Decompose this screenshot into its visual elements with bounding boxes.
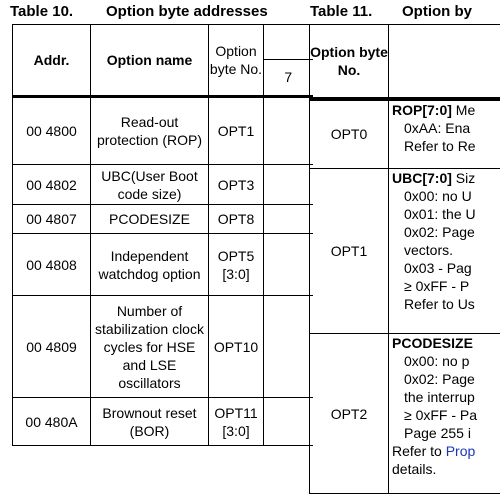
option-name-cell: Brownout reset (BOR) [91, 398, 209, 446]
description-line: 0xAA: Ena [392, 119, 500, 137]
bit-cell [264, 234, 313, 296]
table11-number: Table 11. [310, 0, 402, 24]
description-line: 0x00: no p [392, 352, 500, 370]
option-name-cell: Read-out protection (ROP) [91, 97, 209, 165]
addr-cell: 00 4800 [13, 97, 91, 165]
header-blank-cell [264, 25, 313, 60]
option-byte-cell: OPT11 [3:0] [209, 398, 264, 446]
option-name-cell: Independent watchdog option [91, 234, 209, 296]
description-line: 0x01: the U [392, 205, 500, 223]
description-line [392, 334, 500, 352]
description-cell [389, 334, 500, 494]
description-line: Refer to Us [392, 295, 500, 313]
addr-cell: 00 480A [13, 398, 91, 446]
field-name: UBC[7:0] [392, 170, 452, 186]
bit-cell [264, 97, 313, 165]
description-line: 0x02: Page [392, 370, 500, 388]
description-line: 0x00: no U [392, 187, 500, 205]
table10-title: Option byte addresses [106, 0, 268, 24]
option-byte-cell: OPT0 [310, 99, 389, 169]
description-line: ≥ 0xFF - Pa [392, 406, 500, 424]
field-name: PCODESIZE [392, 335, 473, 351]
table11-title: Option by [402, 0, 472, 24]
bit-cell [264, 205, 313, 234]
table11-caption [310, 0, 472, 24]
description-line: 0x03 - Pag [392, 259, 500, 277]
header-option-name: Option name [91, 25, 209, 97]
description-cell [389, 169, 500, 334]
description-line: Refer to Re [392, 137, 500, 155]
description-line: details. [392, 460, 500, 478]
option-name-cell: Number of stabilization clock cycles for HSE and LSE oscillators [91, 296, 209, 398]
description-line [392, 442, 500, 460]
option-byte-cell: OPT2 [310, 334, 389, 494]
field-text: Siz [452, 170, 475, 186]
addr-cell: 00 4802 [13, 165, 91, 205]
option-byte-description-table [309, 24, 500, 494]
description-line: ≥ 0xFF - P [392, 277, 500, 295]
description-line: Page 255 i [392, 424, 500, 442]
addr-cell: 00 4807 [13, 205, 91, 234]
field-text: Me [452, 102, 475, 118]
bit-cell [264, 398, 313, 446]
option-byte-cell: OPT3 [209, 165, 264, 205]
bit-cell [264, 296, 313, 398]
option-byte-cell: OPT1 [209, 97, 264, 165]
header-bit-7: 7 [264, 59, 313, 96]
description-line: vectors. [392, 241, 500, 259]
table10-number: Table 10. [10, 0, 106, 24]
description-cell [389, 99, 500, 169]
option-name-cell: UBC(User Boot code size) [91, 165, 209, 205]
reference-link[interactable]: Prop [446, 443, 476, 459]
field-text: Refer to [392, 443, 446, 459]
option-name-cell: PCODESIZE [91, 205, 209, 234]
description-line: 0x02: Page [392, 223, 500, 241]
description-line: the interrup [392, 388, 500, 406]
field-name: ROP[7:0] [392, 102, 452, 118]
description-line [392, 101, 500, 119]
table10-caption [10, 0, 268, 24]
description-line [392, 169, 500, 187]
option-byte-cell: OPT10 [209, 296, 264, 398]
header-option-byte [209, 25, 264, 97]
option-byte-cell: OPT8 [209, 205, 264, 234]
header-description [389, 25, 500, 99]
option-byte-cell: OPT1 [310, 169, 389, 334]
header-option-byte-no: Option byte No. [310, 25, 389, 99]
bit-cell [264, 165, 313, 205]
header-option-byte-label: Option byte No. [210, 43, 262, 77]
addr-cell: 00 4809 [13, 296, 91, 398]
option-byte-addresses-table [12, 24, 313, 446]
addr-cell: 00 4808 [13, 234, 91, 296]
header-addr: Addr. [13, 25, 91, 97]
option-byte-cell: OPT5 [3:0] [209, 234, 264, 296]
